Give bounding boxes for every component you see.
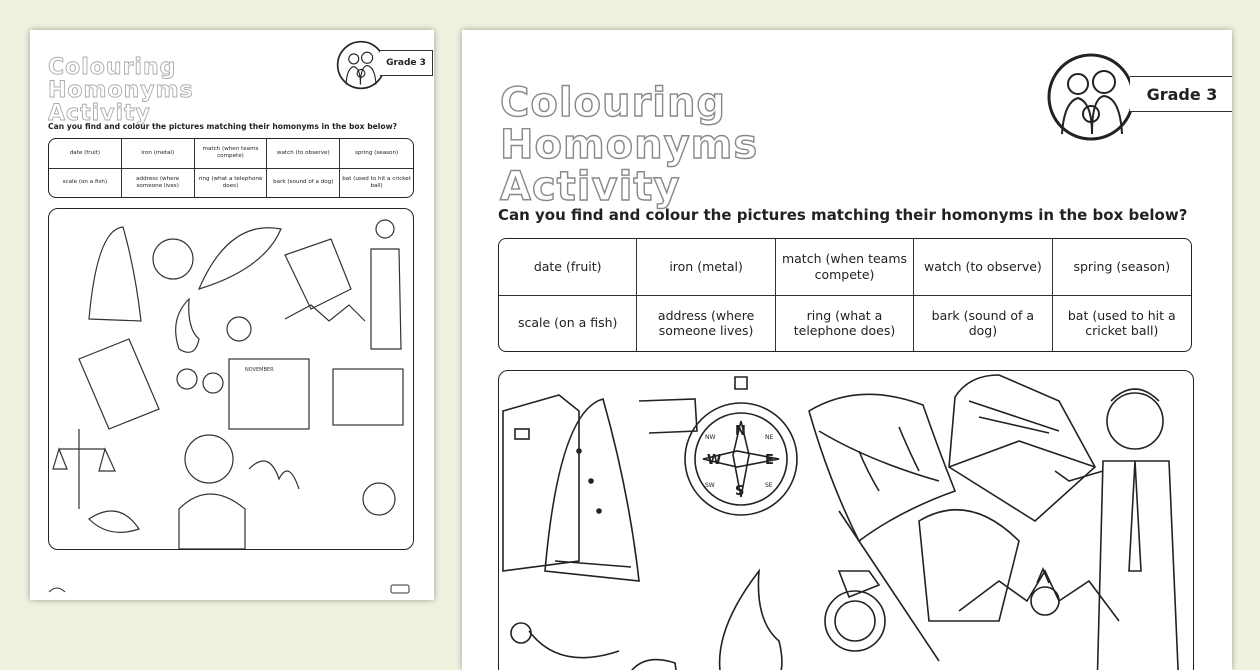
compass-ne: NE <box>765 434 774 441</box>
fire-icon <box>720 571 782 670</box>
table-cell: address (where someone lives) <box>637 296 775 352</box>
compass-n: N <box>735 424 746 439</box>
table-cell: bark (sound of a dog) <box>914 296 1052 352</box>
compass-icon <box>685 377 797 515</box>
family-avatar-icon <box>1046 52 1136 142</box>
footer-logo-right <box>390 584 410 596</box>
compass-e: E <box>765 453 774 468</box>
table-cell: scale (on a fish) <box>499 296 637 352</box>
title-line-2: Activity <box>500 164 681 210</box>
ring-icon <box>227 317 251 341</box>
man-figure-icon <box>376 220 394 238</box>
compass-sw: SW <box>705 482 715 489</box>
table-cell: match (when teams compete) <box>776 239 914 296</box>
table-cell: bat (used to hit a cricket ball) <box>342 175 411 189</box>
bag-icon <box>503 395 579 571</box>
table-cell: address (where someone lives) <box>122 169 195 198</box>
table-cell: iron (metal) <box>122 139 195 169</box>
compass-icon <box>153 239 193 279</box>
table-cell: date (fruit) <box>499 239 637 296</box>
dates-icon <box>625 660 679 670</box>
table-cell: match (when teams compete) <box>195 139 268 169</box>
leaves-icon <box>89 511 139 532</box>
colouring-picture-small <box>48 208 414 550</box>
iron-icon <box>545 399 639 581</box>
worksheet-preview-small <box>30 30 434 600</box>
bat-animal-icon <box>285 305 365 321</box>
footer-logo-right-icon <box>390 584 410 594</box>
iron-icon <box>89 227 141 321</box>
title-line-1: Colouring Homonyms <box>48 55 194 104</box>
grid-tiles-icon <box>333 369 403 425</box>
instruction-text: Can you find and colour the pictures matching their homonyms in the box below? <box>498 206 1188 224</box>
grade-badge: Grade 3 <box>1130 76 1232 112</box>
title-line-2: Activity <box>48 101 151 127</box>
table-cell: date (fruit) <box>49 139 122 169</box>
colouring-picture-large <box>498 370 1194 670</box>
homonym-table <box>498 238 1192 352</box>
calendar-month: NOVEMBER <box>245 367 274 373</box>
dates-icon <box>79 339 159 429</box>
scale-icon <box>53 429 115 509</box>
table-cell: iron (metal) <box>637 239 775 296</box>
table-cell: bat (used to hit a cricket ball) <box>1067 307 1176 339</box>
table-cell: ring (what a telephone does) <box>195 169 268 198</box>
publisher-logo <box>48 584 66 596</box>
family-avatar-icon <box>336 40 386 90</box>
worksheet-title <box>48 56 298 125</box>
umbrella-icon <box>199 228 281 289</box>
table-cell: watch (to observe) <box>914 239 1052 296</box>
worksheet-title <box>500 82 980 208</box>
compass-nw: NW <box>705 434 716 441</box>
child-figure-icon <box>185 435 233 483</box>
publisher-logo-icon <box>48 584 66 594</box>
table-cell: bark (sound of a dog) <box>267 169 340 198</box>
ring-icon <box>825 571 885 651</box>
title-line-1: Colouring Homonyms <box>500 80 759 168</box>
instruction-text: Can you find and colour the pictures matching their homonyms in the box below? <box>48 122 398 131</box>
envelope-icon <box>949 375 1095 521</box>
spring-coil-icon <box>249 461 299 489</box>
compass-w: W <box>707 453 722 468</box>
table-cell: spring (season) <box>1053 239 1191 296</box>
homonym-table <box>48 138 414 198</box>
table-cell: scale (on a fish) <box>49 169 122 198</box>
envelope-icon <box>285 239 351 309</box>
worksheet-preview-large <box>462 30 1232 670</box>
man-figure-icon <box>1055 389 1179 670</box>
compass-s: S <box>735 484 745 499</box>
fire-icon <box>176 299 199 352</box>
table-cell: watch (to observe) <box>267 139 340 169</box>
table-cell: ring (what a telephone does) <box>776 296 914 352</box>
grade-badge: Grade 3 <box>380 50 433 76</box>
glasses-icon <box>177 369 197 389</box>
compass-se: SE <box>765 482 773 489</box>
bat-animal-icon <box>959 569 1119 621</box>
wristwatch-icon <box>363 483 395 515</box>
table-cell: spring (season) <box>340 139 413 169</box>
